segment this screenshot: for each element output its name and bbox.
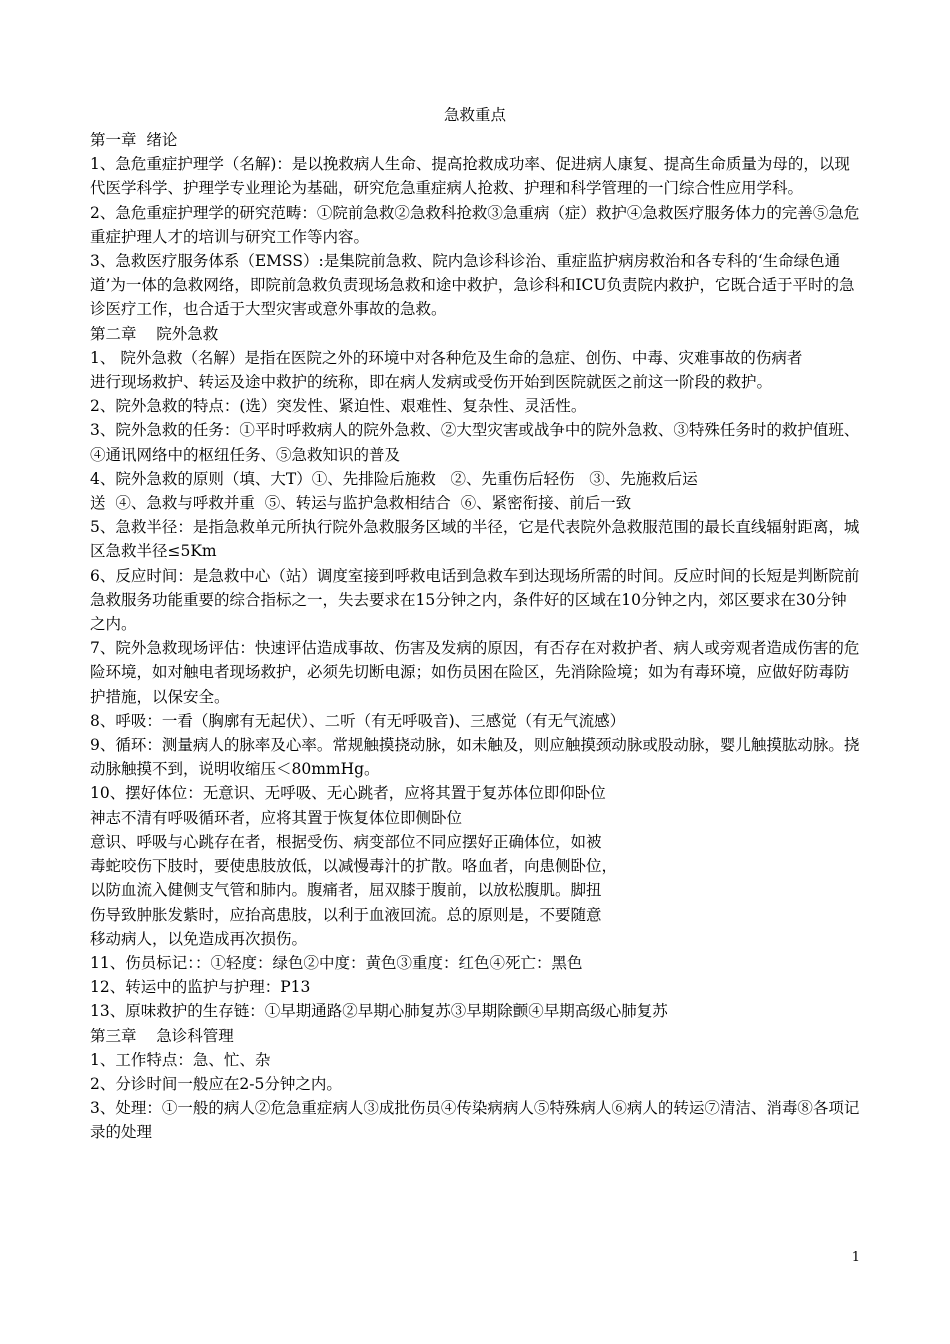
document-title: 急救重点 xyxy=(443,106,506,124)
paragraph-line: 送 ④、急救与呼救并重 ⑤、转运与监护急救相结合 ⑥、紧密衔接、前后一致 xyxy=(90,494,632,513)
paragraph: 8、呼吸：一看（胸廓有无起伏）、二听（有无呼吸音)、三感觉（有无气流感） xyxy=(90,711,626,730)
paragraph: 9、循环：测量病人的脉率及心率。常规触摸挠动脉，如未触及，则应触摸颈动脉或股动脉，婴儿触摸肱动脉。挠动脉触摸不到，说明收缩压＜80mmHg。 xyxy=(90,736,860,779)
paragraph: 11、伤员标记：：①轻度：绿色②中度：黄色③重度：红色④死亡：黑色 xyxy=(90,953,583,972)
paragraph: 3、院外急救的任务：①平时呼救病人的院外急救、②大型灾害或战争中的院外急救、③特殊任务时的救护值班、④通讯网络中的枢纽任务、⑤急救知识的普及 xyxy=(90,421,860,464)
paragraph-line: 毒蛇咬伤下肢时，要使患肢放低，以减慢毒汁的扩散。咯血者，向患侧卧位， xyxy=(90,857,618,876)
paragraph: 12、转运中的监护与护理：P13 xyxy=(90,978,311,997)
paragraph: 1、急危重症护理学（名解)：是以挽救病人生命、提高抢救成功率、促进病人康复、提高生命质量为母的，以现代医学科学、护理学专业理论为基础，研究危急重症病人抢救、护理和科学管理的一门综合性应用学科。 xyxy=(90,155,850,198)
page-number: 1 xyxy=(851,1250,860,1265)
paragraph: 5、急救半径：是指急救单元所执行院外急救服务区域的半径，它是代表院外急救服范围的最长直线辐射距离，城区急救半径≤5Km xyxy=(90,518,860,561)
paragraph: 3、处理：①一般的病人②危急重症病人③成批伤员④传染病病人⑤特殊病人⑥病人的转运⑦清洁、消毒⑧各项记录的处理 xyxy=(90,1099,860,1142)
paragraph-line: 4、院外急救的原则（填、大T）①、先排险后施救 ②、先重伤后轻伤 ③、先施救后运 xyxy=(90,469,698,488)
paragraph-line: 移动病人，以免造成再次损伤。 xyxy=(90,929,308,948)
paragraph-line: 院外急救（名解）是指在医院之外的环境中对各种危及生命的急症、创伤、中毒、灾难事故的伤病者 xyxy=(120,348,803,367)
paragraph: 1、工作特点：急、忙、杂 xyxy=(90,1050,271,1069)
chapter-3-heading: 第三章 急诊科管理 xyxy=(90,1026,234,1045)
item-number: 1、 xyxy=(90,348,116,367)
document-body xyxy=(90,128,862,1145)
paragraph: 2、急危重症护理学的研究范畴：①院前急救②急救科抢救③急重病（症）救护④急救医疗服务体力的完善⑤急危重症护理人才的培训与研究工作等内容。 xyxy=(90,203,860,246)
paragraph-line: 以防血流入健侧支气管和肺内。腹痛者，屈双膝于腹前，以放松腹肌。脚扭 xyxy=(90,881,602,900)
paragraph: 2、分诊时间一般应在2-5分钟之内。 xyxy=(90,1074,342,1093)
paragraph-line: 意识、呼吸与心跳存在者，根据受伤、病变部位不同应摆好正确体位，如被 xyxy=(90,832,602,851)
paragraph-line: 进行现场救护、转运及途中救护的统称，即在病人发病或受伤开始到医院就医之前这一阶段的救护。 xyxy=(90,373,773,392)
chapter-2-heading: 第二章 院外急救 xyxy=(90,324,219,343)
paragraph: 3、急救医疗服务体系（EMSS）:是集院前急救、院内急诊科诊治、重症监护病房救治和各专科的‘生命绿色通道’为一体的急救网络，即院前急救负责现场急救和途中救护，急诊科和ICU负责院内救护，它既合适于平时的急诊医疗工作，也合适于大型灾害或意外事故的急救。 xyxy=(90,252,855,319)
paragraph-line: 伤导致肿胀发紫时，应抬高患肢，以利于血液回流。总的原则是，不要随意 xyxy=(90,905,602,924)
paragraph-line: 10、摆好体位：无意识、无呼吸、无心跳者，应将其置于复苏体位即仰卧位 xyxy=(90,784,606,803)
paragraph xyxy=(90,346,862,370)
chapter-1-heading: 第一章 绪论 xyxy=(90,131,178,149)
paragraph: 6、反应时间：是急救中心（站）调度室接到呼救电话到急救车到达现场所需的时间。反应时间的长短是判断院前急救服务功能重要的综合指标之一，失去要求在15分钟之内，条件好的区域在10分钟之内，郊区要求在30分钟之内。 xyxy=(90,566,860,634)
paragraph: 2、院外急救的特点：(选）突发性、紧迫性、艰难性、复杂性、灵活性。 xyxy=(90,397,587,416)
paragraph-line: 神志不清有呼吸循环者，应将其置于恢复体位即侧卧位 xyxy=(90,808,463,827)
paragraph: 13、原味救护的生存链：①早期通路②早期心肺复苏③早期除颤④早期高级心肺复苏 xyxy=(90,1002,668,1021)
paragraph: 7、院外急救现场评估：快速评估造成事故、伤害及发病的原因，有否存在对救护者、病人或旁观者造成伤害的危险环境，如对触电者现场救护，必须先切断电源；如伤员困在险区，先消除险境；如为有毒环境，应做好防毒防护措施，以保安全。 xyxy=(90,639,860,706)
